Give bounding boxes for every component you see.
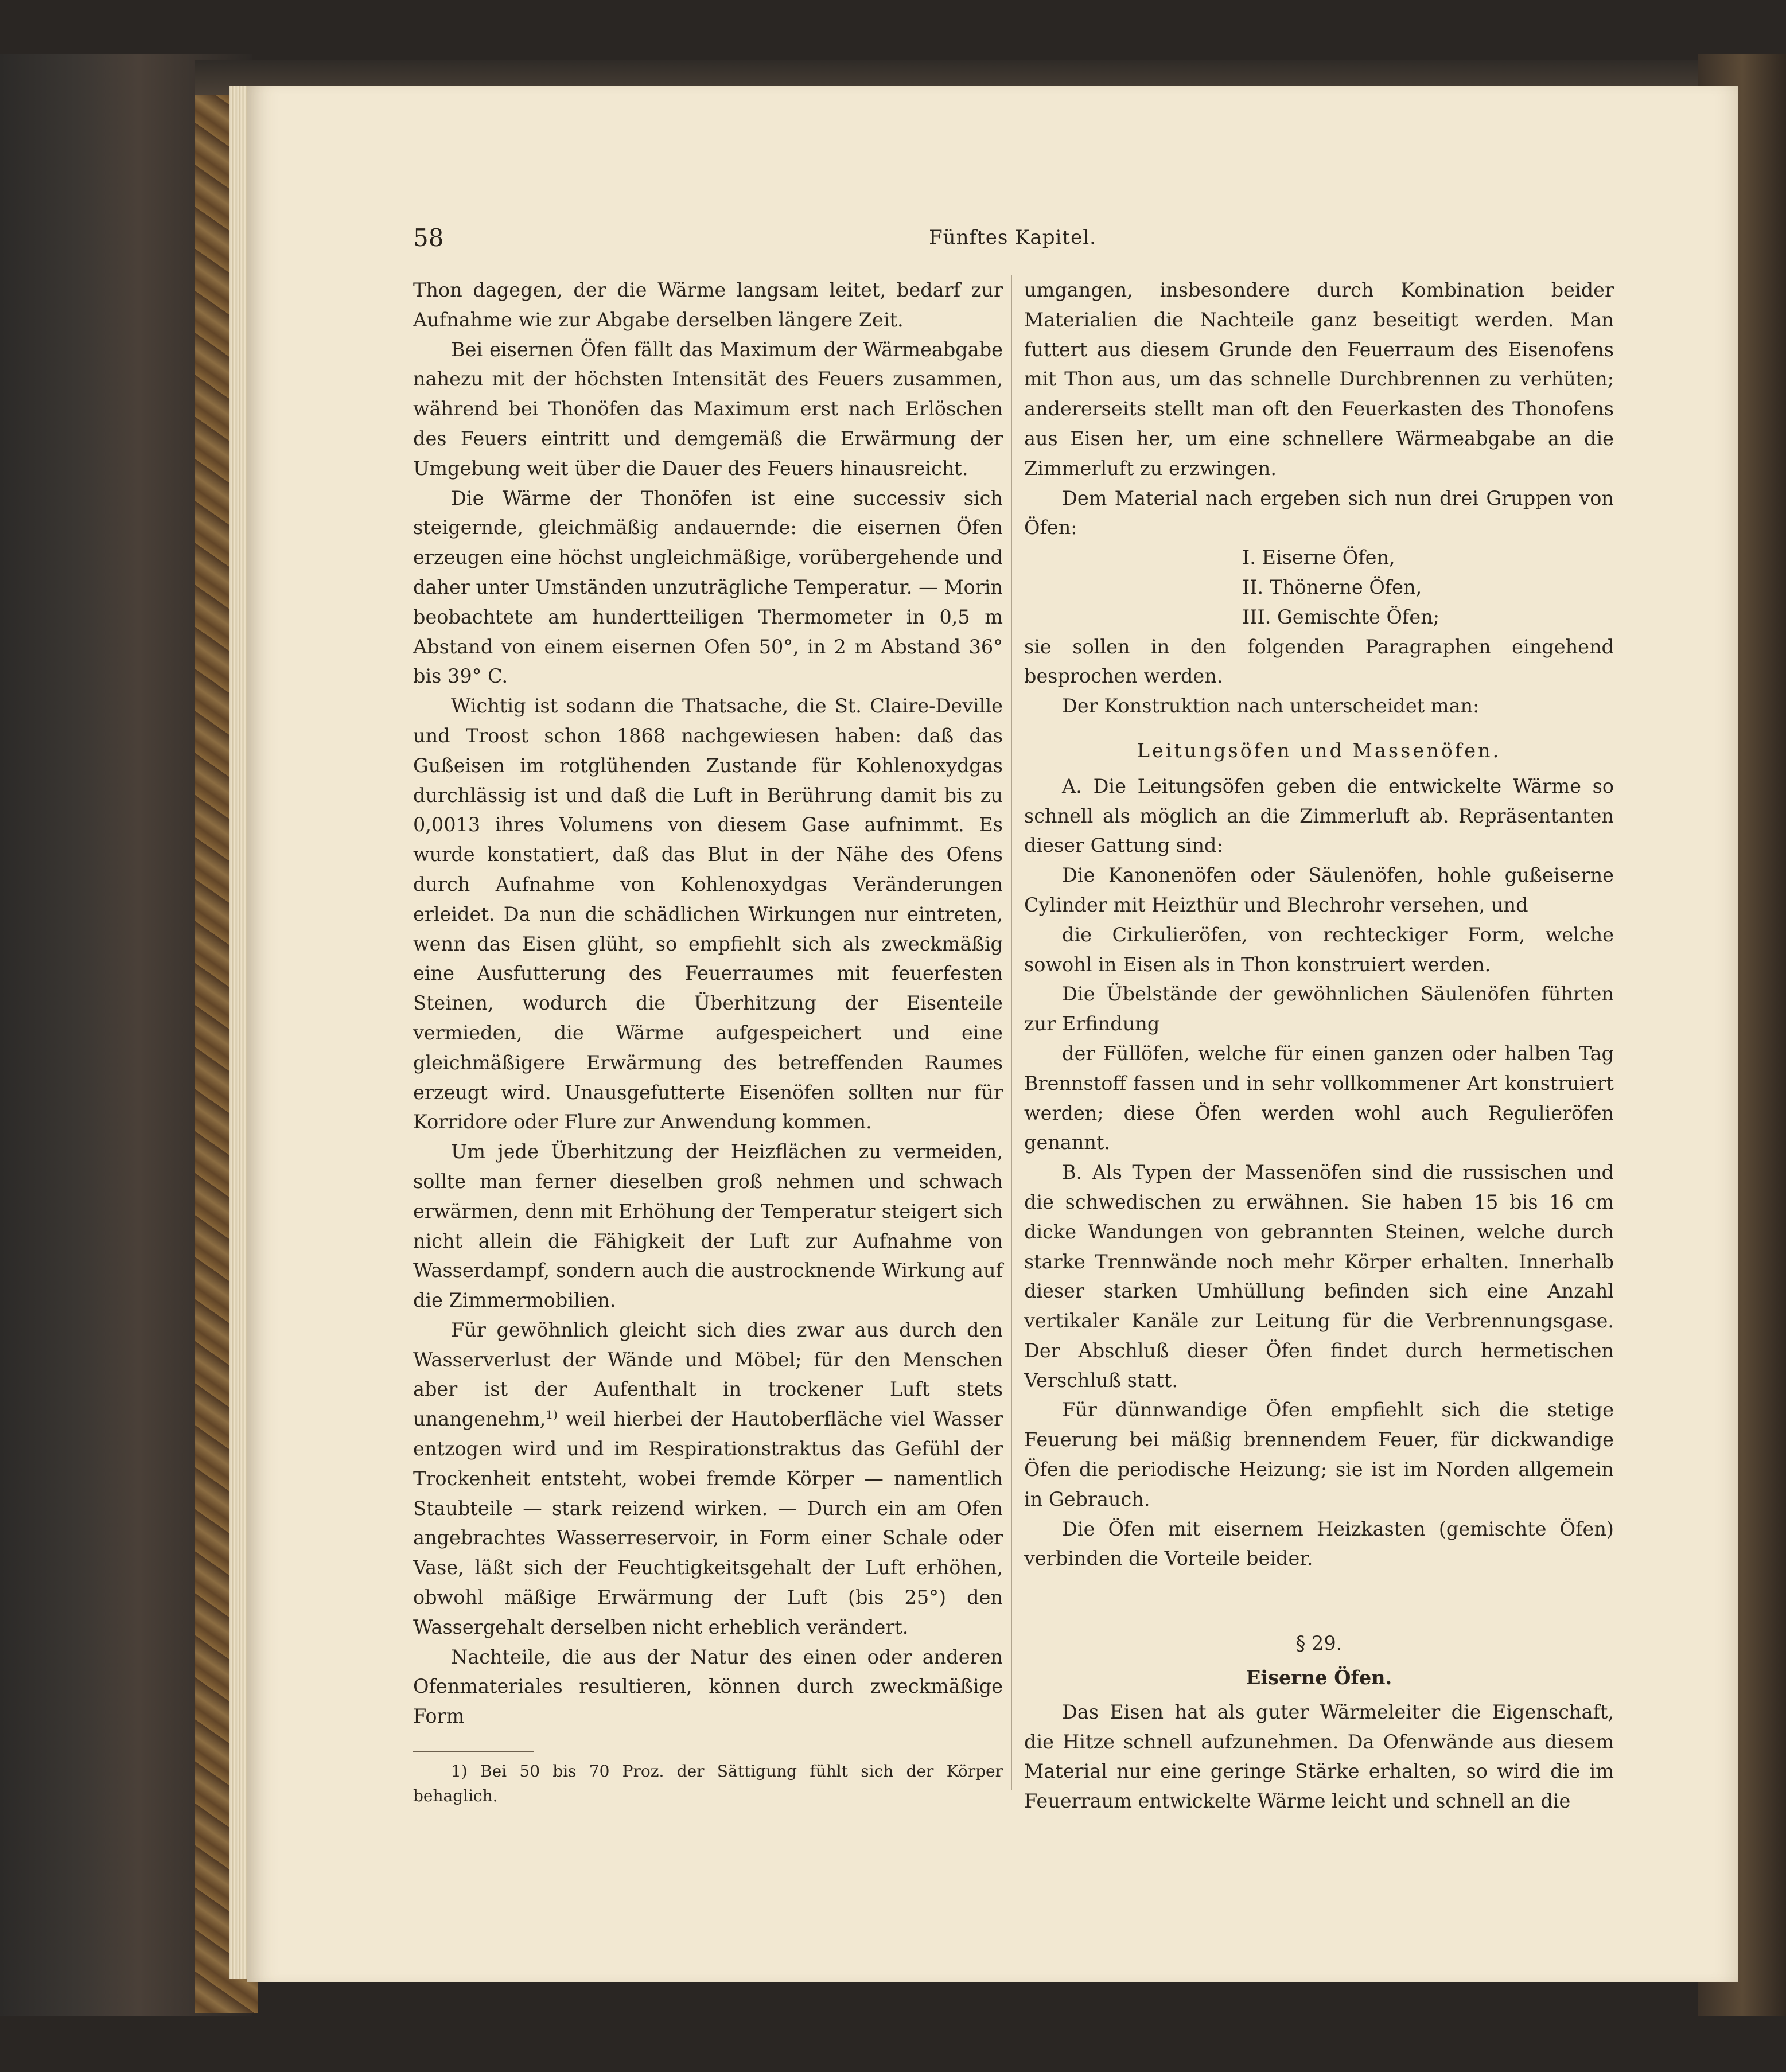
- right-column: [1024, 275, 1614, 1816]
- running-head: Fünftes Kapitel.: [929, 226, 1096, 249]
- list-item: I. Eiserne Öfen,: [1242, 546, 1395, 569]
- list-item: III. Gemischte Öfen;: [1242, 605, 1440, 628]
- paragraph: Für dünnwandige Öfen empfiehlt sich die stetige Feuerung bei mäßig brennendem Feuer, für dickwandige Öfen die periodische Heizung; sie ist im Norden allgemein in Gebrauch.: [1024, 1399, 1614, 1510]
- paragraph: Die Öfen mit eisernem Heizkasten (gemischte Öfen) verbinden die Vorteile beider.: [1024, 1517, 1614, 1570]
- paragraph: umgangen, insbesondere durch Kombination beider Materialien die Nachteile ganz beseitigt werden. Man futtert aus diesem Grunde den Feuerraum des Eisenofens mit Thon aus, um das schnelle Durchbrennen zu verhüten; andererseits stellt man oft den Feuerkasten des Thonofens aus Eisen her, um eine schnellere Wärmeabgabe an die Zimmerluft zu erzwingen.: [1024, 279, 1614, 480]
- column-rule: [1011, 275, 1012, 1790]
- paragraph: Wichtig ist sodann die Thatsache, die St. Claire-Deville und Troost schon 1868 nachgewiesen haben: daß das Gußeisen im rotglühenden Zustande für Kohlenoxydgas durchlässig ist und daß die Luft in Berührung damit bis zu 0,0013 ihres Volumens von diesem Gase aufnimmt. Es wurde konstatiert, daß das Blut in der Nähe des Ofens durch Aufnahme von Kohlenoxydgas Veränderungen erleidet. Da nun die schädlichen Wirkungen nur eintreten, wenn das Eisen glüht, so empfiehlt sich als zweckmäßig eine Ausfutterung des Feuerraumes mit feuerfesten Steinen, wodurch die Überhitzung der Eisenteile vermieden, die Wärme aufgespeichert und eine gleichmäßigere Erwärmung des betreffenden Raumes erzeugt wird. Unausgefutterte Eisenöfen sollten nur für Korridore oder Flure zur Anwendung kommen.: [413, 695, 1003, 1134]
- paragraph: Nachteile, die aus der Natur des einen oder anderen Ofenmateriales resultieren, können durch zweckmäßige Form: [413, 1645, 1003, 1728]
- paragraph: Bei eisernen Öfen fällt das Maximum der Wärmeabgabe nahezu mit der höchsten Intensität des Feuers zusammen, während bei Thonöfen das Maximum erst nach Erlöschen des Feuers eintritt und demgemäß die Erwärmung der Umgebung weit über die Dauer des Feuers hinausreicht.: [413, 338, 1003, 480]
- footnote: 1) Bei 50 bis 70 Proz. der Sättigung fühlt sich der Körper behaglich.: [413, 1762, 1003, 1806]
- paragraph: Die Wärme der Thonöfen ist eine successiv sich steigernde, gleichmäßig andauernde: die eisernen Öfen erzeugen eine höchst ungleichmäßige, vorübergehende und daher unter Umständen unzuträgliche Temperatur. — Morin beobachtete am hundertteiligen Thermometer in 0,5 m Abstand von einem eisernen Ofen 50°, in 2 m Abstand 36° bis 39° C.: [413, 486, 1003, 688]
- page-header: [413, 224, 1612, 258]
- paragraph: A. Die Leitungsöfen geben die entwickelte Wärme so schnell als möglich an die Zimmerluft ab. Repräsentanten dieser Gattung sind:: [1024, 774, 1614, 857]
- paragraph: die Cirkulieröfen, von rechteckiger Form, welche sowohl in Eisen als in Thon konstruiert werden.: [1024, 923, 1614, 976]
- paragraph: sie sollen in den folgenden Paragraphen eingehend besprochen werden.: [1024, 635, 1614, 688]
- section-title: Eiserne Öfen.: [1246, 1666, 1392, 1689]
- left-column: [413, 275, 1003, 1808]
- paragraph: Der Konstruktion nach unterscheidet man:: [1062, 695, 1480, 718]
- footnote-rule: [413, 1751, 534, 1752]
- paragraph-text: Für gewöhnlich gleicht sich dies zwar aus durch den Wasserverlust der Wände und Möbel; für den Menschen aber ist der Aufenthalt in trockener Luft stets unangenehm,: [413, 1318, 1003, 1431]
- footnote-ref[interactable]: 1): [546, 1408, 558, 1422]
- section-number: § 29.: [1295, 1632, 1343, 1655]
- page-number: 58: [413, 224, 444, 252]
- paragraph: Die Übelstände der gewöhnlichen Säulenöfen führten zur Erfindung: [1024, 983, 1614, 1035]
- paragraph-with-footnote: [413, 1315, 1003, 1642]
- paragraph: Dem Material nach ergeben sich nun drei Gruppen von Öfen:: [1024, 486, 1614, 539]
- paragraph: Das Eisen hat als guter Wärmeleiter die Eigenschaft, die Hitze schnell aufzunehmen. Da Ofenwände aus diesem Material nur eine geringe Stärke erhalten, so wird die im Feuerraum entwickelte Wärme leicht und schnell an die: [1024, 1700, 1614, 1813]
- paragraph: Thon dagegen, der die Wärme langsam leitet, bedarf zur Aufnahme wie zur Abgabe derselben längere Zeit.: [413, 279, 1003, 331]
- paragraph: B. Als Typen der Massenöfen sind die russischen und die schwedischen zu erwähnen. Sie haben 15 bis 16 cm dicke Wandungen von gebrannten Steinen, welche durch starke Trennwände noch mehr Körper erhalten. Innerhalb dieser starken Umhüllung befinden sich eine Anzahl vertikaler Kanäle zur Leitung für die Verbrennungsgase. Der Abschluß dieser Öfen findet durch hermetischen Verschluß statt.: [1024, 1161, 1614, 1392]
- sub-heading: Leitungsöfen und Massenöfen.: [1137, 739, 1501, 762]
- paragraph-text-continued: weil hierbei der Hautoberfläche viel Wasser entzogen wird und im Respirationstraktus das Gefühl der Trockenheit entsteht, wobei fremde Körper — namentlich Staubteile — stark reizend wirken. — Durch ein am Ofen angebrachtes Wasserreservoir, in Form einer Schale oder Vase, läßt sich der Feuchtigkeitsgehalt der Luft erhöhen, obwohl mäßige Erwärmung der Luft (bis 25°) den Wassergehalt derselben nicht erheblich verändert.: [413, 1408, 1003, 1638]
- oven-groups-list: [1024, 543, 1614, 632]
- paragraph: der Füllöfen, welche für einen ganzen oder halben Tag Brennstoff fassen und in sehr vollkommener Art konstruiert werden; diese Öfen werden wohl auch Regulieröfen genannt.: [1024, 1042, 1614, 1154]
- paragraph: Die Kanonenöfen oder Säulenöfen, hohle gußeiserne Cylinder mit Heizthür und Blechrohr versehen, und: [1024, 864, 1614, 916]
- paragraph: Um jede Überhitzung der Heizflächen zu vermeiden, sollte man ferner dieselben groß nehmen und schwach erwärmen, denn mit Erhöhung der Temperatur steigert sich nicht allein die Fähigkeit der Luft zur Aufnahme von Wasserdampf, sondern auch die austrocknende Wirkung auf die Zimmermobilien.: [413, 1140, 1003, 1312]
- list-item: II. Thönerne Öfen,: [1242, 575, 1422, 598]
